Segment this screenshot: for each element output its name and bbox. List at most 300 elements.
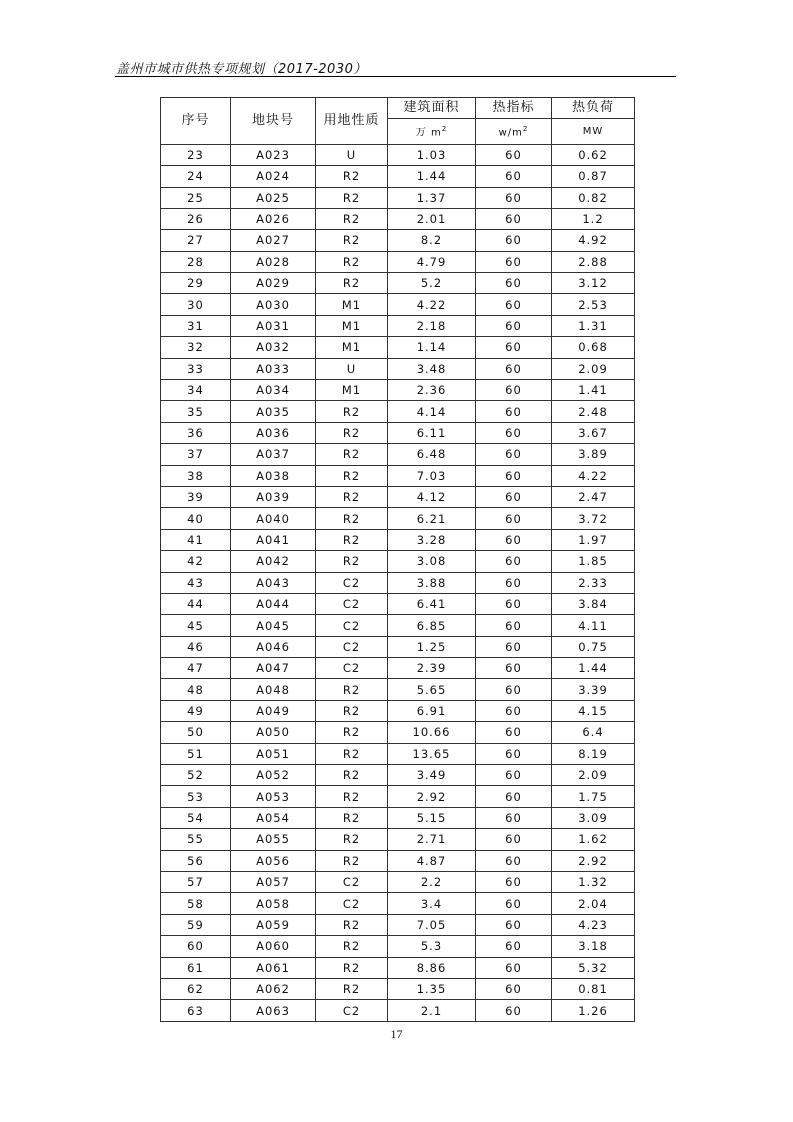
cell-area: 5.15 (388, 807, 476, 828)
table-row (161, 593, 635, 614)
table-row (161, 166, 635, 187)
cell-heat-load: 3.09 (552, 807, 635, 828)
cell-heat-index: 60 (476, 315, 552, 336)
cell-plot: A055 (231, 829, 316, 850)
cell-index: 49 (161, 700, 231, 721)
cell-index: 39 (161, 486, 231, 507)
cell-plot: A049 (231, 700, 316, 721)
table-row (161, 187, 635, 208)
cell-index: 54 (161, 807, 231, 828)
cell-heat-load: 2.92 (552, 850, 635, 871)
cell-plot: A023 (231, 144, 316, 165)
cell-index: 42 (161, 551, 231, 572)
cell-land-use: R2 (316, 401, 388, 422)
cell-heat-index: 60 (476, 636, 552, 657)
table-row (161, 700, 635, 721)
col-header-land-use: 用地性质 (316, 98, 388, 145)
cell-area: 6.11 (388, 422, 476, 443)
cell-index: 34 (161, 380, 231, 401)
cell-heat-index: 60 (476, 658, 552, 679)
cell-land-use: C2 (316, 1000, 388, 1021)
cell-heat-index: 60 (476, 872, 552, 893)
cell-index: 25 (161, 187, 231, 208)
cell-land-use: R2 (316, 422, 388, 443)
table-row (161, 315, 635, 336)
cell-plot: A033 (231, 358, 316, 379)
cell-heat-index: 60 (476, 251, 552, 272)
table-row (161, 893, 635, 914)
cell-heat-index: 60 (476, 936, 552, 957)
cell-area: 1.25 (388, 636, 476, 657)
cell-heat-index: 60 (476, 486, 552, 507)
table-row (161, 508, 635, 529)
cell-land-use: R2 (316, 465, 388, 486)
table-row (161, 529, 635, 550)
cell-heat-load: 4.11 (552, 615, 635, 636)
cell-heat-load: 3.18 (552, 936, 635, 957)
cell-land-use: R2 (316, 850, 388, 871)
cell-index: 35 (161, 401, 231, 422)
cell-plot: A046 (231, 636, 316, 657)
col-header-heat-load: 热负荷 (552, 98, 635, 119)
cell-heat-index: 60 (476, 208, 552, 229)
cell-index: 59 (161, 914, 231, 935)
cell-index: 23 (161, 144, 231, 165)
cell-land-use: R2 (316, 700, 388, 721)
table-body (161, 144, 635, 1021)
cell-plot: A029 (231, 273, 316, 294)
cell-land-use: R2 (316, 273, 388, 294)
cell-heat-load: 3.72 (552, 508, 635, 529)
cell-land-use: R2 (316, 508, 388, 529)
cell-plot: A040 (231, 508, 316, 529)
cell-heat-load: 3.39 (552, 679, 635, 700)
cell-index: 48 (161, 679, 231, 700)
cell-land-use: R2 (316, 786, 388, 807)
cell-heat-index: 60 (476, 786, 552, 807)
cell-area: 2.2 (388, 872, 476, 893)
cell-area: 3.48 (388, 358, 476, 379)
document-header-title: 盖州市城市供热专项规划（2017-2030） (116, 62, 367, 77)
cell-land-use: R2 (316, 978, 388, 999)
cell-heat-index: 60 (476, 829, 552, 850)
cell-heat-load: 1.44 (552, 658, 635, 679)
cell-plot: A025 (231, 187, 316, 208)
cell-heat-index: 60 (476, 422, 552, 443)
cell-area: 6.48 (388, 444, 476, 465)
table-row (161, 465, 635, 486)
cell-heat-index: 60 (476, 615, 552, 636)
cell-area: 6.21 (388, 508, 476, 529)
cell-heat-load: 4.92 (552, 230, 635, 251)
cell-heat-load: 3.12 (552, 273, 635, 294)
area-unit: 万 $m^2$ (388, 119, 476, 144)
cell-land-use: R2 (316, 251, 388, 272)
cell-heat-load: 2.48 (552, 401, 635, 422)
cell-heat-index: 60 (476, 508, 552, 529)
cell-heat-index: 60 (476, 914, 552, 935)
col-header-heat-index: 热指标 (476, 98, 552, 119)
cell-area: 10.66 (388, 722, 476, 743)
cell-area: 13.65 (388, 743, 476, 764)
cell-heat-index: 60 (476, 551, 552, 572)
cell-heat-index: 60 (476, 850, 552, 871)
table-row (161, 914, 635, 935)
cell-area: 7.03 (388, 465, 476, 486)
table-row (161, 422, 635, 443)
cell-area: 2.39 (388, 658, 476, 679)
cell-index: 26 (161, 208, 231, 229)
cell-land-use: C2 (316, 593, 388, 614)
cell-index: 37 (161, 444, 231, 465)
cell-heat-index: 60 (476, 166, 552, 187)
cell-plot: A028 (231, 251, 316, 272)
cell-index: 33 (161, 358, 231, 379)
cell-heat-load: 3.67 (552, 422, 635, 443)
cell-plot: A063 (231, 1000, 316, 1021)
cell-area: 4.79 (388, 251, 476, 272)
cell-plot: A024 (231, 166, 316, 187)
cell-index: 58 (161, 893, 231, 914)
cell-land-use: R2 (316, 829, 388, 850)
cell-index: 52 (161, 765, 231, 786)
cell-land-use: R2 (316, 444, 388, 465)
cell-heat-index: 60 (476, 401, 552, 422)
cell-heat-load: 1.97 (552, 529, 635, 550)
cell-heat-index: 60 (476, 465, 552, 486)
cell-heat-load: 0.87 (552, 166, 635, 187)
cell-plot: A045 (231, 615, 316, 636)
cell-heat-load: 2.53 (552, 294, 635, 315)
cell-area: 8.2 (388, 230, 476, 251)
cell-index: 43 (161, 572, 231, 593)
cell-index: 24 (161, 166, 231, 187)
cell-plot: A030 (231, 294, 316, 315)
cell-heat-load: 0.68 (552, 337, 635, 358)
cell-land-use: U (316, 144, 388, 165)
cell-heat-load: 2.33 (552, 572, 635, 593)
cell-heat-load: 1.31 (552, 315, 635, 336)
cell-plot: A034 (231, 380, 316, 401)
table-row (161, 743, 635, 764)
cell-land-use: C2 (316, 872, 388, 893)
cell-area: 5.3 (388, 936, 476, 957)
cell-index: 55 (161, 829, 231, 850)
cell-land-use: M1 (316, 294, 388, 315)
table-row (161, 1000, 635, 1021)
cell-plot: A038 (231, 465, 316, 486)
cell-heat-load: 1.41 (552, 380, 635, 401)
page-number: 17 (390, 1027, 403, 1041)
table-row (161, 273, 635, 294)
table-row (161, 636, 635, 657)
cell-heat-load: 0.81 (552, 978, 635, 999)
cell-plot: A061 (231, 957, 316, 978)
table-row (161, 230, 635, 251)
cell-plot: A044 (231, 593, 316, 614)
cell-plot: A052 (231, 765, 316, 786)
cell-plot: A057 (231, 872, 316, 893)
cell-heat-index: 60 (476, 957, 552, 978)
cell-plot: A042 (231, 551, 316, 572)
cell-plot: A032 (231, 337, 316, 358)
cell-plot: A047 (231, 658, 316, 679)
cell-area: 6.91 (388, 700, 476, 721)
cell-index: 45 (161, 615, 231, 636)
cell-heat-index: 60 (476, 722, 552, 743)
table-row (161, 765, 635, 786)
cell-heat-load: 6.4 (552, 722, 635, 743)
table-row (161, 572, 635, 593)
cell-land-use: R2 (316, 551, 388, 572)
table-row (161, 658, 635, 679)
cell-heat-index: 60 (476, 144, 552, 165)
cell-land-use: R2 (316, 486, 388, 507)
cell-heat-load: 5.32 (552, 957, 635, 978)
cell-area: 5.65 (388, 679, 476, 700)
cell-plot: A037 (231, 444, 316, 465)
cell-plot: A031 (231, 315, 316, 336)
cell-area: 2.92 (388, 786, 476, 807)
cell-index: 63 (161, 1000, 231, 1021)
table-row (161, 978, 635, 999)
cell-plot: A043 (231, 572, 316, 593)
cell-plot: A062 (231, 978, 316, 999)
cell-land-use: R2 (316, 529, 388, 550)
cell-plot: A058 (231, 893, 316, 914)
cell-heat-index: 60 (476, 679, 552, 700)
cell-heat-load: 2.88 (552, 251, 635, 272)
cell-index: 36 (161, 422, 231, 443)
cell-area: 7.05 (388, 914, 476, 935)
table-row (161, 380, 635, 401)
cell-heat-index: 60 (476, 358, 552, 379)
cell-plot: A035 (231, 401, 316, 422)
cell-land-use: R2 (316, 914, 388, 935)
cell-land-use: R2 (316, 230, 388, 251)
cell-land-use: R2 (316, 187, 388, 208)
cell-heat-index: 60 (476, 743, 552, 764)
table-row (161, 807, 635, 828)
cell-heat-load: 0.62 (552, 144, 635, 165)
header-divider (115, 76, 676, 77)
cell-index: 28 (161, 251, 231, 272)
col-header-plot: 地块号 (231, 98, 316, 145)
cell-index: 44 (161, 593, 231, 614)
cell-heat-index: 60 (476, 337, 552, 358)
cell-plot: A054 (231, 807, 316, 828)
cell-heat-load: 4.23 (552, 914, 635, 935)
cell-area: 2.1 (388, 1000, 476, 1021)
cell-land-use: M1 (316, 380, 388, 401)
cell-area: 3.4 (388, 893, 476, 914)
cell-index: 40 (161, 508, 231, 529)
cell-heat-index: 60 (476, 529, 552, 550)
cell-heat-load: 1.26 (552, 1000, 635, 1021)
cell-plot: A050 (231, 722, 316, 743)
cell-area: 1.44 (388, 166, 476, 187)
cell-area: 4.87 (388, 850, 476, 871)
cell-area: 2.01 (388, 208, 476, 229)
cell-plot: A026 (231, 208, 316, 229)
table-row (161, 144, 635, 165)
cell-plot: A056 (231, 850, 316, 871)
table-row (161, 829, 635, 850)
cell-area: 3.28 (388, 529, 476, 550)
cell-area: 4.14 (388, 401, 476, 422)
cell-area: 2.18 (388, 315, 476, 336)
cell-heat-load: 0.75 (552, 636, 635, 657)
cell-plot: A039 (231, 486, 316, 507)
cell-heat-index: 60 (476, 593, 552, 614)
table-row (161, 208, 635, 229)
cell-land-use: R2 (316, 765, 388, 786)
cell-index: 56 (161, 850, 231, 871)
cell-heat-index: 60 (476, 765, 552, 786)
cell-land-use: R2 (316, 743, 388, 764)
cell-plot: A051 (231, 743, 316, 764)
cell-heat-load: 3.84 (552, 593, 635, 614)
cell-heat-index: 60 (476, 893, 552, 914)
cell-heat-load: 1.32 (552, 872, 635, 893)
heat-load-table (160, 97, 635, 1022)
cell-index: 46 (161, 636, 231, 657)
cell-index: 32 (161, 337, 231, 358)
col-header-area: 建筑面积 (388, 98, 476, 119)
cell-heat-index: 60 (476, 807, 552, 828)
cell-index: 27 (161, 230, 231, 251)
cell-land-use: M1 (316, 315, 388, 336)
table-row (161, 615, 635, 636)
cell-area: 2.71 (388, 829, 476, 850)
cell-area: 3.49 (388, 765, 476, 786)
cell-heat-load: 0.82 (552, 187, 635, 208)
cell-heat-index: 60 (476, 572, 552, 593)
table-row (161, 294, 635, 315)
cell-area: 3.88 (388, 572, 476, 593)
heat-index-unit: $w/m^2$ (476, 119, 552, 144)
cell-land-use: M1 (316, 337, 388, 358)
cell-area: 1.14 (388, 337, 476, 358)
table-row (161, 850, 635, 871)
cell-plot: A053 (231, 786, 316, 807)
cell-heat-load: 4.22 (552, 465, 635, 486)
cell-index: 47 (161, 658, 231, 679)
table-row (161, 251, 635, 272)
cell-land-use: C2 (316, 636, 388, 657)
table-row (161, 444, 635, 465)
table-row (161, 936, 635, 957)
cell-index: 31 (161, 315, 231, 336)
table-row (161, 401, 635, 422)
cell-heat-load: 1.85 (552, 551, 635, 572)
cell-index: 62 (161, 978, 231, 999)
heat-load-unit: MW (552, 119, 635, 144)
cell-heat-index: 60 (476, 230, 552, 251)
cell-heat-load: 1.75 (552, 786, 635, 807)
cell-land-use: R2 (316, 679, 388, 700)
cell-land-use: C2 (316, 893, 388, 914)
cell-land-use: C2 (316, 615, 388, 636)
cell-area: 6.41 (388, 593, 476, 614)
cell-index: 51 (161, 743, 231, 764)
table-row (161, 722, 635, 743)
cell-index: 50 (161, 722, 231, 743)
cell-heat-load: 2.09 (552, 765, 635, 786)
table-row (161, 551, 635, 572)
cell-land-use: R2 (316, 957, 388, 978)
col-header-index: 序号 (161, 98, 231, 145)
cell-plot: A036 (231, 422, 316, 443)
cell-index: 60 (161, 936, 231, 957)
cell-land-use: R2 (316, 166, 388, 187)
table-row (161, 358, 635, 379)
cell-area: 3.08 (388, 551, 476, 572)
table-row (161, 486, 635, 507)
table-row (161, 337, 635, 358)
cell-land-use: U (316, 358, 388, 379)
cell-heat-load: 3.89 (552, 444, 635, 465)
cell-area: 1.35 (388, 978, 476, 999)
cell-heat-load: 2.47 (552, 486, 635, 507)
cell-heat-index: 60 (476, 1000, 552, 1021)
cell-index: 30 (161, 294, 231, 315)
cell-land-use: R2 (316, 722, 388, 743)
cell-heat-index: 60 (476, 444, 552, 465)
cell-area: 1.03 (388, 144, 476, 165)
cell-area: 5.2 (388, 273, 476, 294)
table-row (161, 679, 635, 700)
cell-heat-index: 60 (476, 294, 552, 315)
cell-plot: A048 (231, 679, 316, 700)
cell-index: 38 (161, 465, 231, 486)
cell-plot: A060 (231, 936, 316, 957)
cell-land-use: R2 (316, 936, 388, 957)
cell-heat-load: 1.2 (552, 208, 635, 229)
table-row (161, 786, 635, 807)
cell-heat-index: 60 (476, 273, 552, 294)
cell-index: 61 (161, 957, 231, 978)
cell-heat-load: 1.62 (552, 829, 635, 850)
cell-heat-index: 60 (476, 978, 552, 999)
cell-land-use: R2 (316, 807, 388, 828)
cell-land-use: R2 (316, 208, 388, 229)
cell-area: 8.86 (388, 957, 476, 978)
cell-index: 53 (161, 786, 231, 807)
cell-index: 41 (161, 529, 231, 550)
cell-plot: A059 (231, 914, 316, 935)
cell-plot: A041 (231, 529, 316, 550)
table-row (161, 957, 635, 978)
cell-heat-index: 60 (476, 700, 552, 721)
cell-area: 6.85 (388, 615, 476, 636)
cell-index: 57 (161, 872, 231, 893)
cell-area: 4.22 (388, 294, 476, 315)
cell-plot: A027 (231, 230, 316, 251)
cell-area: 4.12 (388, 486, 476, 507)
cell-land-use: C2 (316, 658, 388, 679)
table-row (161, 872, 635, 893)
cell-area: 1.37 (388, 187, 476, 208)
cell-heat-load: 8.19 (552, 743, 635, 764)
cell-heat-load: 4.15 (552, 700, 635, 721)
cell-land-use: C2 (316, 572, 388, 593)
cell-index: 29 (161, 273, 231, 294)
cell-heat-load: 2.09 (552, 358, 635, 379)
cell-area: 2.36 (388, 380, 476, 401)
cell-heat-index: 60 (476, 187, 552, 208)
cell-heat-index: 60 (476, 380, 552, 401)
